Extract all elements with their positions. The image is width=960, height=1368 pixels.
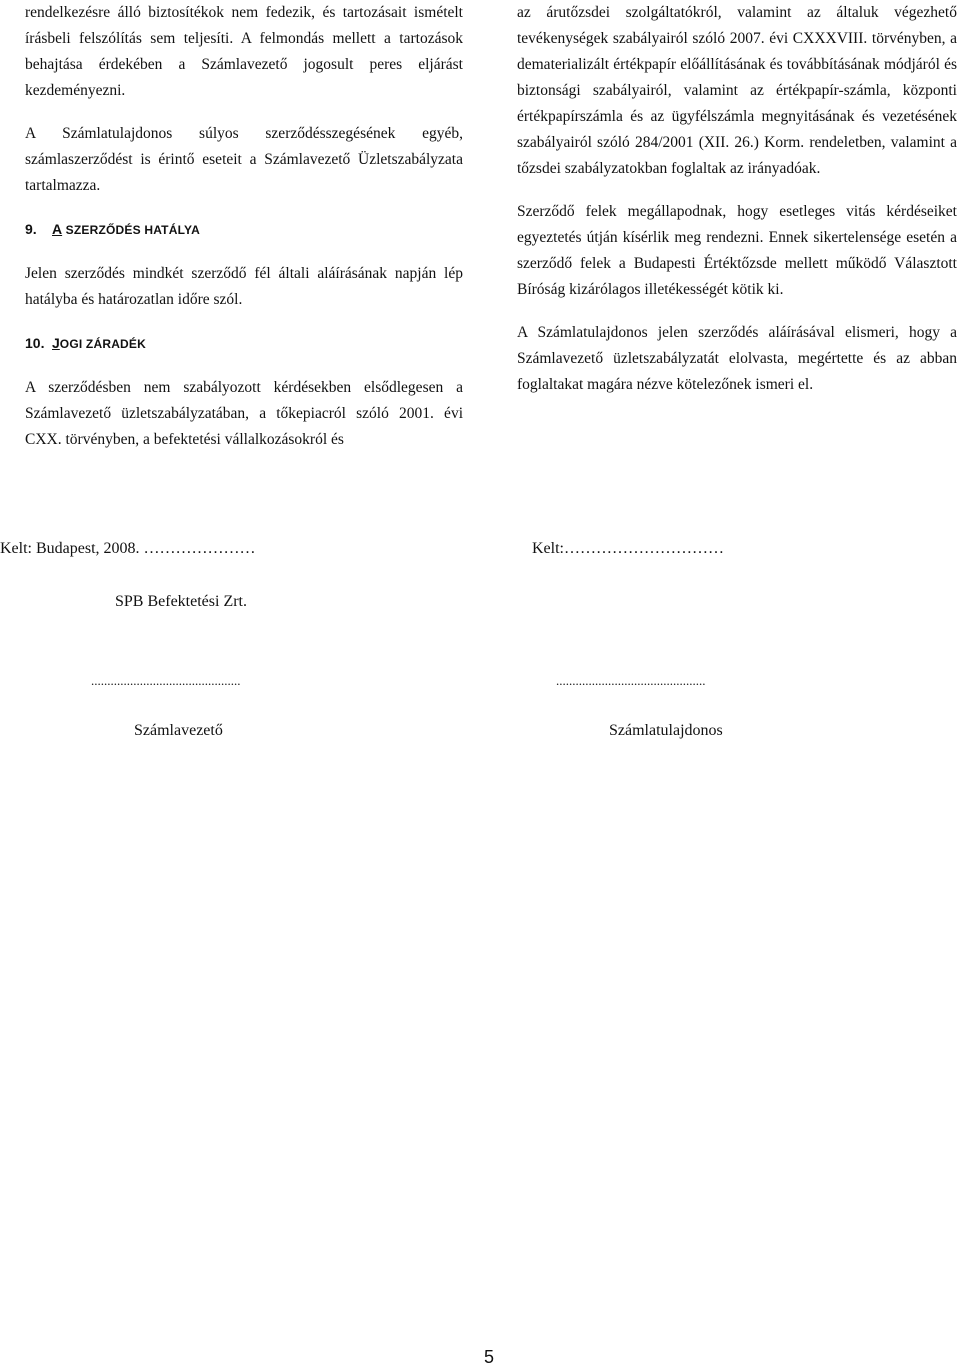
- section-9-number: 9.: [25, 221, 37, 237]
- section-10-number: 10.: [25, 335, 45, 351]
- section-9-text: Jelen szerződés mindkét szerződő fél általi aláírásának napján lép hatályba és határozatlan időre szól.: [25, 265, 463, 308]
- left-paragraph-2: A Számlatulajdonos súlyos szerződésszegésének egyéb, számlaszerződést is érintő eseteit a Számlavezető Üzletszabályzata tartalmazza.: [25, 125, 463, 194]
- right-column: [517, 0, 957, 415]
- right-paragraph-2: Szerződő felek megállapodnak, hogy esetleges vitás kérdéseiket egyeztetés útján kísérlik meg rendezni. Ennek sikertelensége esetén a szerződő felek a Budapesti Értéktőzsde mellett működő Választott Bíróság kizárólagos illetékességét kötik ki.: [517, 203, 957, 298]
- section-10-heading: [25, 330, 463, 357]
- section-10-text: A szerződésben nem szabályozott kérdésekben elsődlegesen a Számlavezető üzletszabályzatában, a tőkepiacról szóló 2001. évi CXX. törvényben, a befektetési vállalkozásokról és: [25, 379, 463, 448]
- left-date-line: Kelt: Budapest, 2008. …………………: [0, 540, 256, 557]
- left-column: [25, 0, 463, 470]
- section-9-heading: [25, 216, 463, 243]
- right-signer-role: Számlatulajdonos: [609, 722, 723, 739]
- section-10-title-initial: J: [52, 335, 60, 351]
- right-date-line: Kelt:…………………………: [532, 540, 724, 557]
- left-signer-role: Számlavezető: [134, 722, 223, 739]
- right-paragraph-1: az árutőzsdei szolgáltatókról, valamint az általuk végezhető tevékenységek szabályairól szóló 2007. évi CXXXVIII. törvényben, a dematerializált értékpapír előállításának és továbbításának módjáról és biztonsági szabályairól, valamint az értékpapír-számla, központi értékpapírszámla és az ügyfélszámla megnyitásának és vezetésének szabályairól szóló 284/2001 (XII. 26.) Korm. rendeletben, valamint a tőzsdei szabályzatokban foglaltak az irányadóak.: [517, 4, 957, 177]
- section-9-title: SZERZŐDÉS HATÁLYA: [62, 223, 200, 237]
- left-signature-line: ..............................................: [91, 673, 241, 688]
- company-name: SPB Befektetési Zrt.: [115, 593, 247, 610]
- right-signature-line: ..............................................: [556, 673, 706, 688]
- right-paragraph-3: A Számlatulajdonos jelen szerződés aláírásával elismeri, hogy a Számlavezető üzletszabályzatát elolvasta, megértette és az abban foglaltakat magára nézve kötelezőnek ismeri el.: [517, 324, 957, 393]
- section-9-title-initial: A: [52, 221, 63, 237]
- section-10-title: OGI ZÁRADÉK: [59, 337, 146, 351]
- page-number: 5: [484, 1347, 495, 1367]
- left-paragraph-1: rendelkezésre álló biztosítékok nem fedezik, és tartozásait ismételt írásbeli felszólítás sem teljesíti. A felmondás mellett a tartozások behajtása érdekében a Számlavezető jogosult peres eljárást kezdeményezni.: [25, 4, 463, 99]
